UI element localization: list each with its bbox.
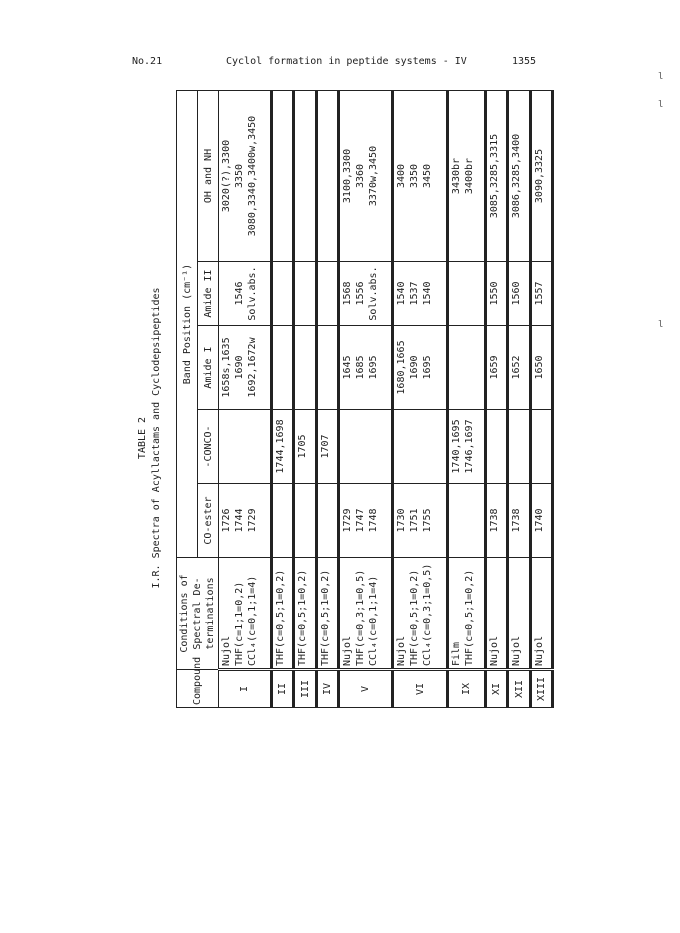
cell-value: Solv.abs. xyxy=(247,266,258,321)
conco-cell xyxy=(272,410,294,484)
spectra-table xyxy=(176,90,554,708)
col-header-conco: -CONCO- xyxy=(198,410,219,484)
cell-value: 1751 xyxy=(409,508,421,533)
oh-nh-cell xyxy=(393,91,447,262)
cell-value: Nujol xyxy=(533,635,545,666)
table-title: I.R. Spectra of Acyllactams and Cyclodepsipeptides xyxy=(151,287,162,589)
cell-value: THF(c=0,5;1=0,2) xyxy=(463,569,475,666)
table-header xyxy=(177,91,219,708)
amide-1-cell xyxy=(272,326,294,410)
table-row xyxy=(447,91,485,708)
table-row xyxy=(486,91,508,708)
col-header-amide-1: Amide I xyxy=(198,326,219,410)
cell-value: Nujol xyxy=(511,635,523,666)
amide-1-cell xyxy=(447,326,485,410)
cell-value: CCl₄(c=0,3;1=0,5) xyxy=(422,563,434,666)
cell-value: 1560 xyxy=(511,281,523,306)
compound-cell: XIII xyxy=(530,670,552,708)
cell-value: 3350 xyxy=(234,163,245,189)
table-caption xyxy=(136,168,164,708)
compound-cell: III xyxy=(294,670,316,708)
cell-value: 1556 xyxy=(354,281,366,306)
running-title: Cyclol formation in peptide systems - IV xyxy=(226,56,467,67)
cell-value: 3090,3325 xyxy=(533,148,545,204)
conditions-cell xyxy=(508,558,530,670)
cell-value: 1685 xyxy=(354,355,366,380)
table-row xyxy=(294,91,316,708)
cell-value: 1650 xyxy=(533,355,545,380)
amide-1-cell xyxy=(316,326,338,410)
cell-value: 3080,3340,3400w,3450 xyxy=(247,115,258,237)
cell-value: THF(c=0,5;1=0,2) xyxy=(319,569,331,666)
cell-value: 3020(?),3300 xyxy=(221,139,232,213)
cell-value: 1740 xyxy=(533,508,545,533)
conco-cell xyxy=(530,410,552,484)
cell-value: 1540 xyxy=(422,281,434,306)
amide-1-cell xyxy=(486,326,508,410)
cell-value: THF(c=0,5;1=0,2) xyxy=(297,569,309,666)
cell-value: Nujol xyxy=(221,635,232,666)
oh-nh-cell xyxy=(272,91,294,262)
amide-2-cell xyxy=(338,262,392,326)
conditions-cell xyxy=(219,558,272,670)
conditions-cell xyxy=(393,558,447,670)
oh-nh-cell xyxy=(508,91,530,262)
cell-value: 1729 xyxy=(341,508,353,533)
col-header-band-position: Band Position (cm⁻¹) xyxy=(177,91,198,558)
cell-value: 3400 xyxy=(396,163,408,189)
amide-2-cell xyxy=(508,262,530,326)
cell-value: 1746,1697 xyxy=(463,419,475,474)
table-number: TABLE 2 xyxy=(137,416,148,460)
amide-1-cell xyxy=(530,326,552,410)
journal-issue-number: No.21 xyxy=(132,56,163,67)
conco-cell xyxy=(316,410,338,484)
compound-cell: I xyxy=(219,670,272,708)
conco-cell xyxy=(447,410,485,484)
cell-value: Nujol xyxy=(489,635,501,666)
cell-value: 1744,1698 xyxy=(275,419,287,474)
cell-value: 3100,3300 xyxy=(341,148,353,204)
oh-nh-cell xyxy=(316,91,338,262)
edge-mark: l xyxy=(658,320,664,330)
cell-value: 1707 xyxy=(319,434,331,459)
oh-nh-cell xyxy=(486,91,508,262)
conditions-cell xyxy=(447,558,485,670)
table-row xyxy=(219,91,272,708)
conditions-cell xyxy=(338,558,392,670)
amide-1-cell xyxy=(219,326,272,410)
amide-1-cell xyxy=(393,326,447,410)
cell-value: 1658s,1635 xyxy=(221,337,232,398)
col-header-compound: Compound xyxy=(177,670,219,708)
oh-nh-cell xyxy=(338,91,392,262)
compound-cell: XI xyxy=(486,670,508,708)
conco-cell xyxy=(486,410,508,484)
conco-cell xyxy=(219,410,272,484)
co-ester-cell xyxy=(508,484,530,558)
co-ester-cell xyxy=(486,484,508,558)
edge-mark: l xyxy=(658,100,664,110)
cell-value: 3400br xyxy=(463,157,475,195)
oh-nh-cell xyxy=(219,91,272,262)
amide-2-cell xyxy=(393,262,447,326)
table-row xyxy=(272,91,294,708)
co-ester-cell xyxy=(338,484,392,558)
cell-value: 1748 xyxy=(367,508,379,533)
cell-value xyxy=(220,264,233,323)
cell-value: 1729 xyxy=(247,508,258,533)
cell-value: 1652 xyxy=(511,355,523,380)
table-row xyxy=(393,91,447,708)
cell-value: 1659 xyxy=(489,355,501,380)
conditions-cell xyxy=(294,558,316,670)
conco-cell xyxy=(294,410,316,484)
co-ester-cell xyxy=(219,484,272,558)
cell-value: Film xyxy=(450,641,462,666)
amide-2-cell xyxy=(272,262,294,326)
co-ester-cell xyxy=(393,484,447,558)
cell-value: 3430br xyxy=(450,157,462,195)
cell-value: 1540 xyxy=(396,281,408,306)
cell-value: 3450 xyxy=(422,163,434,189)
cell-value: THF(c=0,5;1=0,2) xyxy=(275,569,287,666)
amide-2-cell xyxy=(219,262,272,326)
cell-value: 1537 xyxy=(409,281,421,306)
cell-value: 1695 xyxy=(422,355,434,380)
cell-value: 1546 xyxy=(234,281,245,306)
cell-value: Nujol xyxy=(341,635,353,666)
conditions-cell xyxy=(316,558,338,670)
cell-value: 3086,3285,3400 xyxy=(511,133,523,219)
amide-1-cell xyxy=(508,326,530,410)
cell-value: 3350 xyxy=(409,163,421,189)
amide-1-cell xyxy=(294,326,316,410)
conditions-header-line: Conditions of xyxy=(179,574,190,653)
compound-cell: II xyxy=(272,670,294,708)
cell-value: Solv.abs. xyxy=(367,266,379,321)
cell-value: Nujol xyxy=(396,635,408,666)
conditions-header-line: Spectral De- xyxy=(192,577,203,650)
cell-value: 1755 xyxy=(422,508,434,533)
col-header-conditions xyxy=(177,558,219,670)
cell-value: 1705 xyxy=(297,434,309,459)
amide-2-cell xyxy=(447,262,485,326)
table-row xyxy=(338,91,392,708)
cell-value: 3370w,3450 xyxy=(367,145,379,207)
cell-value: 1680,1665 xyxy=(396,340,408,395)
cell-value: THF(c=0,5;1=0,2) xyxy=(409,569,421,666)
cell-value: 1730 xyxy=(396,508,408,533)
cell-value: 1740,1695 xyxy=(450,419,462,474)
cell-value: THF(c=0,3;1=0,5) xyxy=(354,569,366,666)
cell-value: 1726 xyxy=(221,508,232,533)
cell-value: 3360 xyxy=(354,163,366,189)
cell-value: 1695 xyxy=(367,355,379,380)
conditions-cell xyxy=(272,558,294,670)
compound-cell: XII xyxy=(508,670,530,708)
oh-nh-cell xyxy=(530,91,552,262)
col-header-co-ester: CO-ester xyxy=(198,484,219,558)
cell-value: 1550 xyxy=(489,281,501,306)
cell-value: 1690 xyxy=(234,355,245,380)
col-header-amide-2: Amide II xyxy=(198,262,219,326)
cell-value: 3085,3285,3315 xyxy=(489,133,501,219)
table-row xyxy=(530,91,552,708)
compound-cell: VI xyxy=(393,670,447,708)
co-ester-cell xyxy=(530,484,552,558)
co-ester-cell xyxy=(294,484,316,558)
conditions-cell xyxy=(530,558,552,670)
oh-nh-cell xyxy=(294,91,316,262)
cell-value: 1557 xyxy=(533,281,545,306)
conditions-cell xyxy=(486,558,508,670)
amide-2-cell xyxy=(316,262,338,326)
conditions-header-line: terminations xyxy=(205,577,216,650)
amide-2-cell xyxy=(294,262,316,326)
cell-value: 1692,1672w xyxy=(247,337,258,398)
cell-value: 1645 xyxy=(341,355,353,380)
page-number: 1355 xyxy=(512,56,537,67)
oh-nh-cell xyxy=(447,91,485,262)
conco-cell xyxy=(393,410,447,484)
compound-cell: IX xyxy=(447,670,485,708)
cell-value: CCl₄(c=0,1;1=4) xyxy=(247,575,258,666)
table-row xyxy=(508,91,530,708)
edge-mark: l xyxy=(658,72,664,82)
cell-value: 1738 xyxy=(489,508,501,533)
cell-value: 1690 xyxy=(409,355,421,380)
cell-value: 1738 xyxy=(511,508,523,533)
col-header-oh-nh: OH and NH xyxy=(198,91,219,262)
conco-cell xyxy=(508,410,530,484)
conco-cell xyxy=(338,410,392,484)
co-ester-cell xyxy=(447,484,485,558)
amide-2-cell xyxy=(486,262,508,326)
compound-cell: V xyxy=(338,670,392,708)
cell-value: 1744 xyxy=(234,508,245,533)
amide-2-cell xyxy=(530,262,552,326)
co-ester-cell xyxy=(316,484,338,558)
cell-value: THF(c=1;1=0,2) xyxy=(234,581,245,666)
compound-cell: IV xyxy=(316,670,338,708)
cell-value: 1747 xyxy=(354,508,366,533)
rotated-table-block xyxy=(136,108,626,708)
co-ester-cell xyxy=(272,484,294,558)
cell-value: CCl₄(c=0,1;1=4) xyxy=(367,575,379,666)
amide-1-cell xyxy=(338,326,392,410)
table-row xyxy=(316,91,338,708)
table-body xyxy=(219,91,553,708)
cell-value: 1568 xyxy=(341,281,353,306)
